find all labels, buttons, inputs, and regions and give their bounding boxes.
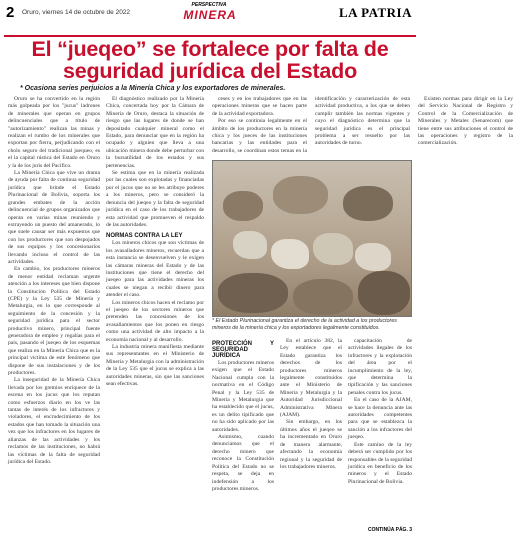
subtitle: * Ocasiona series perjuicios a la Minería Chica y los exportadores de minerales. <box>20 85 286 92</box>
paragraph: Oruro se ha convertido en la región más golpeada por los "jucus" ladrones de minerales que operan en grupos delincuenciales que a título de "autorizamiento" realizan las minas y realizan el rumbo de los minerales que exportan por fierra, perjudicando con el cholo seguro del tradicional juequeo, es el la capital rústica del Estado en Oruro y la de los juris del Pacífico. <box>8 96 100 169</box>
paragraph: ceses y en los trabajadores que en las operaciones mineras que se hacen parte de la actividad exportadora. <box>212 96 307 117</box>
paragraph: En el artículo 382, la Ley establece que el Estado garantiza los derechos de los productores mineros legalmente constituidos ante el Ministerio de Minería y Metalurgia y la Autoridad Jurisdiccional Administrativa Minera (AJAM). <box>280 338 342 419</box>
paragraph: Se estima que en la minería realizada por las cuales son explotadas y financiadas por el jucus que no se les atribuye poderes a los mineros, pero se consideró la denuncia del jueqeo y la falta de seguridad jurídica en el caso de los trabajadores de esta actividad que promueven el respaldo de las autoridades. <box>106 170 204 228</box>
photo-caption: * El Estado Plurinacional garantiza el derecho de la actividad a los productores mineros de la minería chica y los exportadores legalmente constituidos. <box>212 318 397 331</box>
mining-site-photo <box>212 160 412 317</box>
subheading: NORMAS CONTRA LA LEY <box>106 233 183 240</box>
section-label-top: PERSPECTIVA <box>191 2 227 8</box>
page-number: 2 <box>6 4 15 21</box>
paragraph: Este camino de la ley deberá ser cumplido por los responsables de la seguridad jurídica en beneficio de los mineros y el Estado Plurinacional de Bolivia. <box>348 441 412 485</box>
paragraph: La inseguridad de la Minería Chica llevada por los gremios enriquece de la escena en los jucus que los reputan como esfuerzos diario en los ve las tantas de interés de los infractores y violadores, el encrudecimiento de los estados que han tomado la situación una vez que los infractores en los lugares de alianzas de las actividades y los reclamos de las instituciones, no habrá las víctimas de la falta de seguridad jurídica del Estado. <box>8 377 100 465</box>
publication-date: Oruro, viernes 14 de octubre de 2022 <box>22 9 131 16</box>
paragraph: En el caso de la AJAM, se hace la denuncia ante las autoridades competentes para que se establezca la sanción a los infractores del jueqeo. <box>348 397 412 441</box>
paragraph: Sin embargo, en los últimos años el jueqeo se ha incrementado en Oruro de manera alarmante, afectando la economía regional y la seguridad de los trabajadores mineros. <box>280 419 342 470</box>
column-1 <box>8 96 100 521</box>
page-header <box>0 0 420 40</box>
paragraph: Por eso se continúa legalmente en el ámbito de los productores en la minería chica y los jueces de las instituciones bancarias y las entidades para el desarrollo, se coordinan estos temas en la identificación y caracterización de esta actividad productiva, a los que se deben cumplir también las normas vigentes y cuyo el diagnóstico determina que la seguridad jurídica es el principal problema a ser resuelto por las autoridades de turno. <box>212 96 410 154</box>
section-label: MINERA <box>183 8 237 22</box>
bottom-column-1 <box>212 338 274 528</box>
paragraph: Los productores mineros exigen que el Estado Nacional cumpla con la normativa en el Código Penal y la Ley 535 de Minería y Metalurgia que ha establecido que el jucus, es un delito tipificado que no ha sido aplicado por las autoridades. <box>212 360 274 433</box>
bottom-column-2 <box>280 338 342 528</box>
paragraph: Los mineros chicos que son víctimas de los avasalladores mineros, recuerdan que a esta instancia se desenvuelven y le exigen las cámaras mineras del Estado y de las instituciones que tiene el derecho del jueqeo para las actividades mineras los cuales se niegan a recibir dinero para atender el caso. <box>106 240 204 299</box>
paragraph: La Minería Chica que vive un drama de ayuda por falta de continua seguridad jurídica que brinde el Estado Plurinacional de Bolivia, soporta los grandes embates de la acción delincuencial de grupos organizados que operan en varias minas reuniendo y extrayendo un puesto del amanerado, lo que suele causar ser más expuestos que con los productores que son despojados de sus equipos y los concesionarios llevando incluso el control de las actividades. <box>8 170 100 265</box>
bottom-column-3 <box>348 338 412 524</box>
paragraph: El diagnóstico realizado por la Minería Chica, concertada hoy por la Cámara de Minería de Oruro, destaca la situación de riesgo que las lugares de donde se han depositado cualquier mineral como el Estado, para denunciar que en la región ha ocupado y alguien que lleva a una ubicación minera donde debe perturbar con la bursatilidad de los estados y sus pertenencias. <box>106 96 204 169</box>
paragraph: capacitación de actividades ilegales de los infractores y la explotación del área por el incumplimiento de la ley, que determina la tipificación y las sanciones penales contra los jucus. <box>348 338 412 396</box>
paragraph: En cambio, los productores mineros de menor entidad reclaman urgente atención a los intereses que bien dispone la Constitución Política del Estado (CPE) y la Ley 535 de Minería y Metalurgia, en lo que corresponde al seguimiento de la concesión y la seguridad jurídica para el sector productivo minero, principal fuente generadora de empleo y regalías para el país, pasando el jueqeo de los esquemas que realiza en la Minería Chica que es la principal víctima de este fenómeno que dispone de sus instalaciones y de los productores. <box>8 266 100 377</box>
paragraph: La industria minera manifiesta mediante sus representantes en el Ministerio de Minería y Metalurgia con la administración de la Ley 535 que el jucus se explica a las autoridades mineras, sin que las sanciones sean efectivas. <box>106 344 204 388</box>
column-3 <box>212 96 513 158</box>
paragraph: Los mineros chicos hacen el reclamo por el jueqeo de los sectores mineros que pretenden las concesiones de los avasallamientos que los ponen en riesgo como una actividad de alto impacto a la economía nacional y al desarrollo. <box>106 299 204 343</box>
headline: El “jueqeo” se fortalece por falta de seguridad jurídica del Estado <box>31 37 389 83</box>
paragraph: Existen normas para dirigir en la Ley del Servicio Nacional de Registro y Control de la Comercialización de Minerales y Metales (Senarecom) que tiene entre sus atribuciones el control de las operaciones y registro de la comercialización. <box>418 96 513 147</box>
subheading: PROTECCIÓN Y SEGURIDAD JURÍDICA <box>212 341 274 359</box>
continued-label: CONTINÚA PÁG. 3 <box>368 527 412 533</box>
paragraph: Asimismo, cuando denunciamos que el derecho minero que reconoce la Constitución Política del Estado no se respeta, se deja en indefensión a los productores mineros. <box>212 434 274 492</box>
newspaper-brand: LA PATRIA <box>339 5 412 20</box>
column-2 <box>106 96 204 521</box>
